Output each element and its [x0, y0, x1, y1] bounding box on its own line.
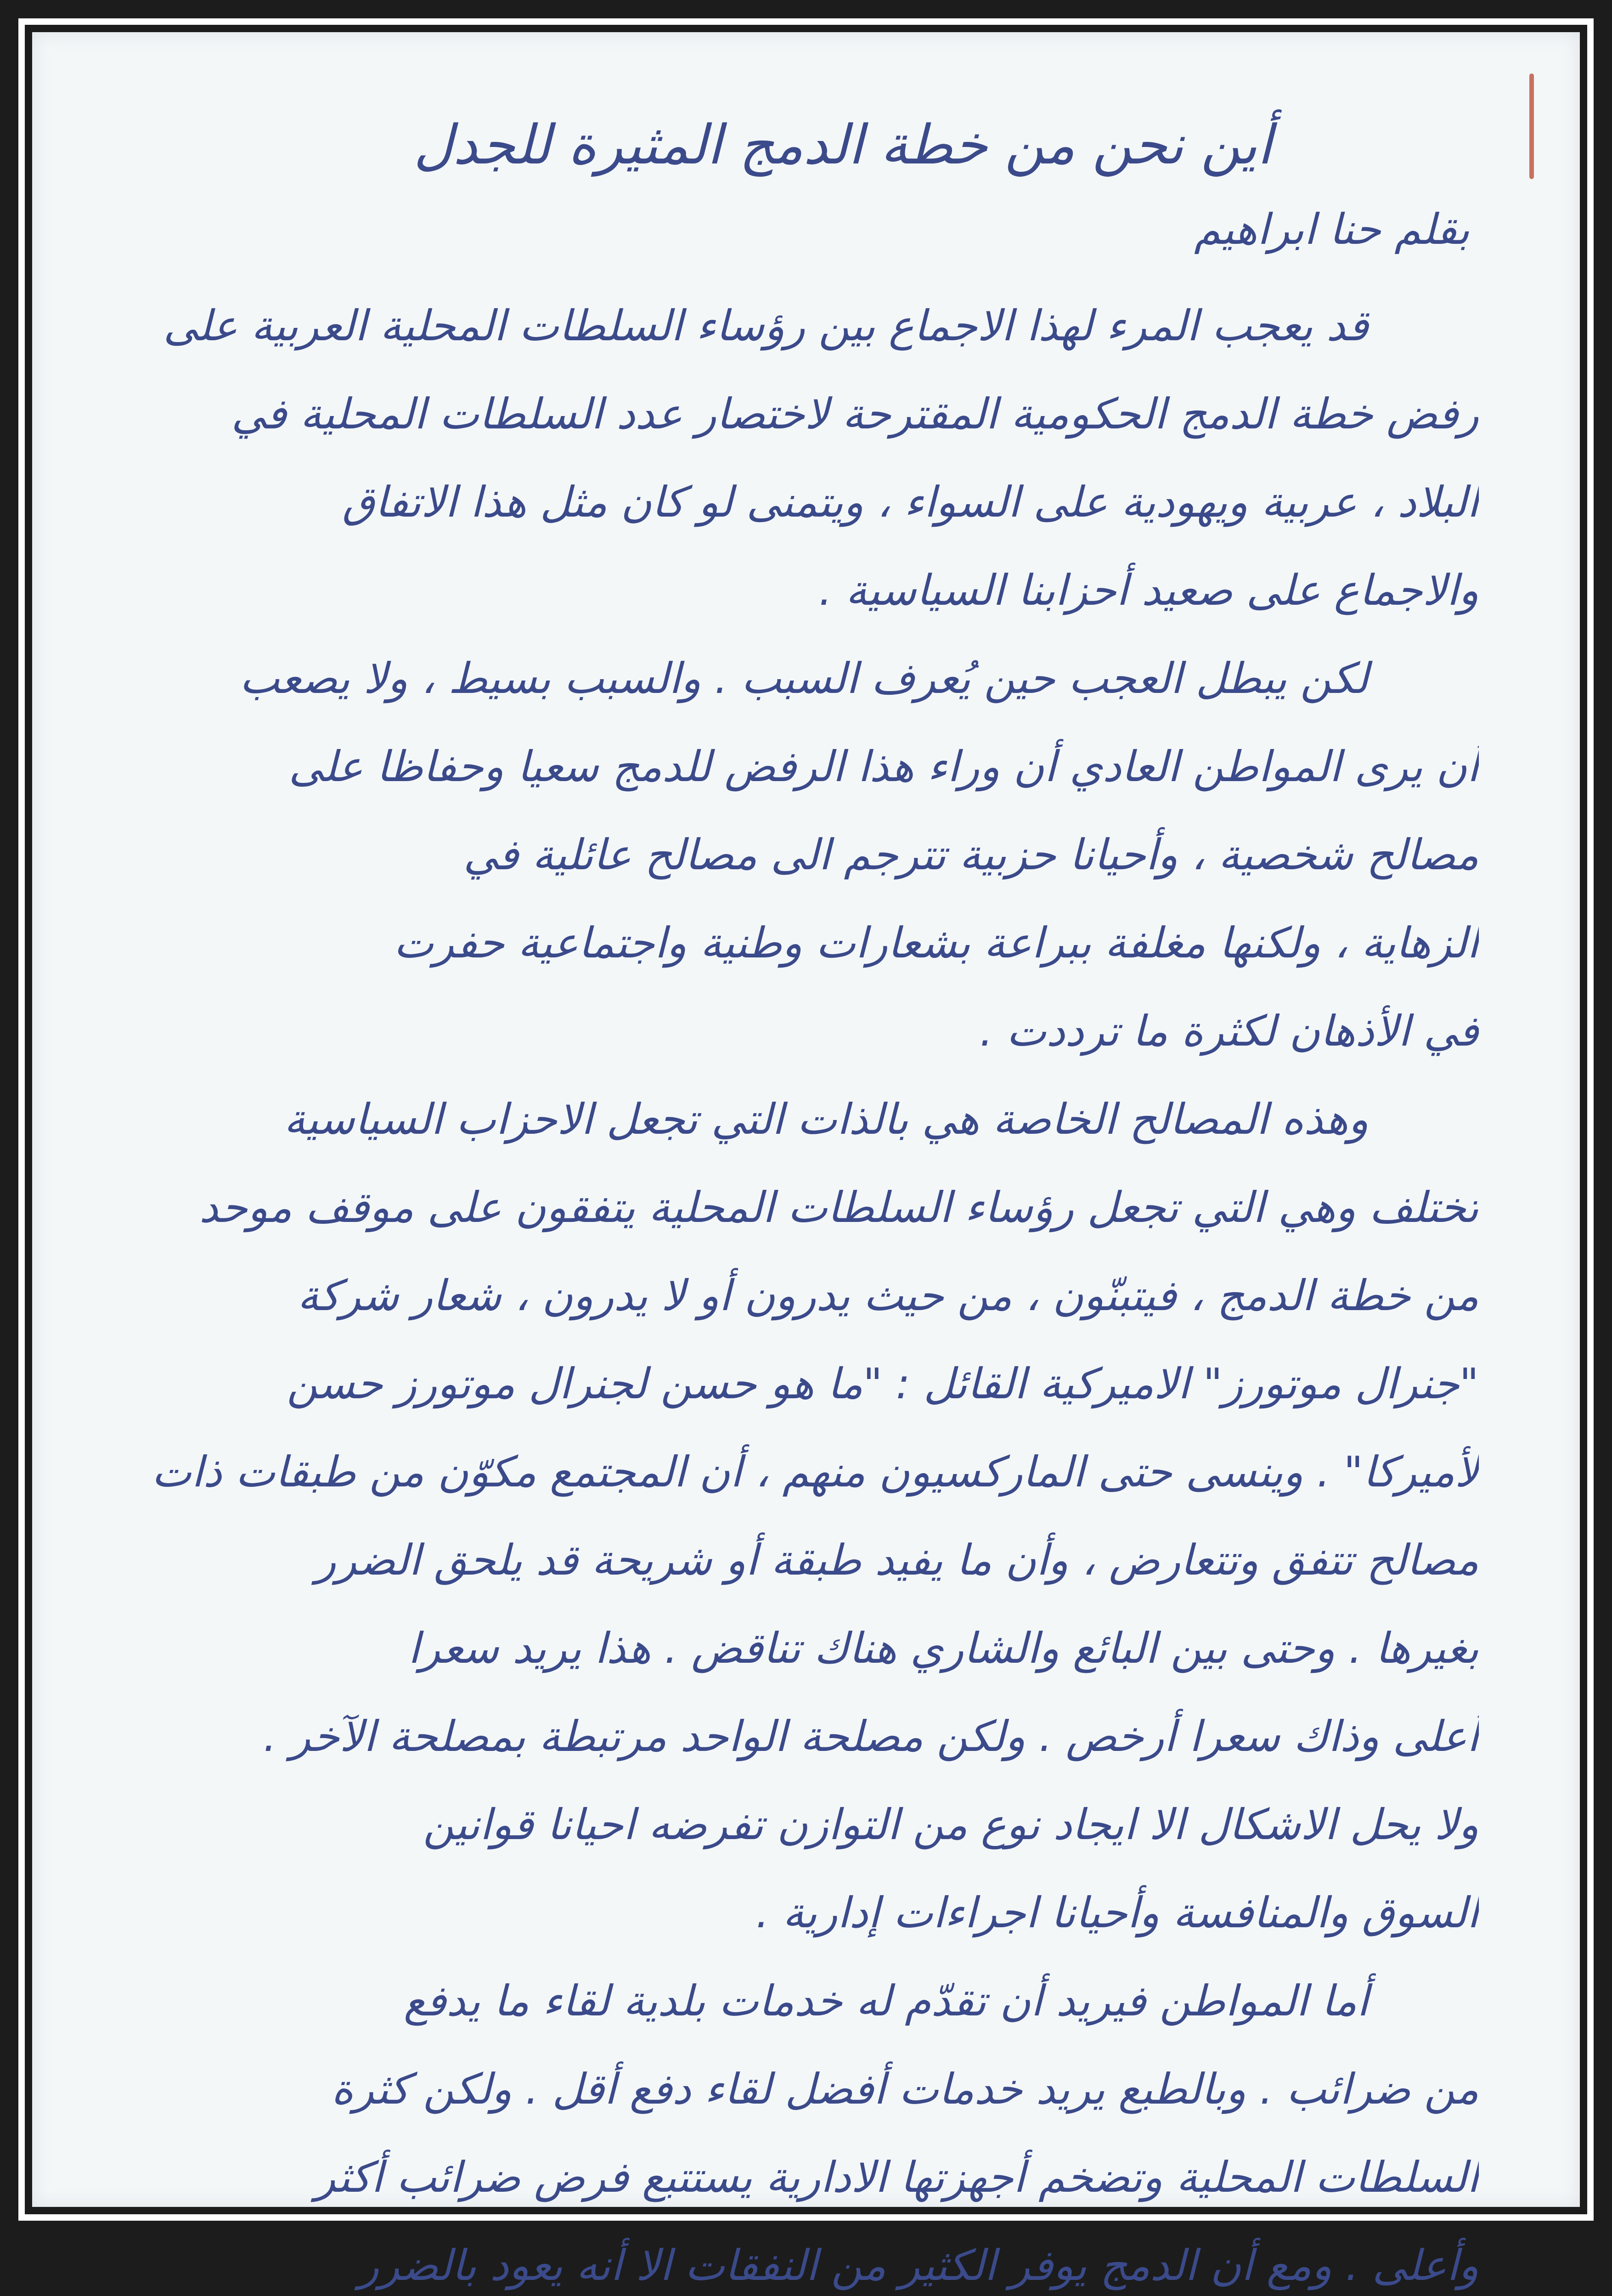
text-line: السوق والمنافسة وأحيانا اجراءات إدارية . — [755, 1888, 1479, 1937]
text-line: أعلى وذاك سعرا أرخص . ولكن مصلحة الواحد مرتبطة بمصلحة الآخر . — [263, 1712, 1479, 1761]
scan-border-top — [18, 18, 1594, 25]
text-line: ولا يحل الاشكال الا ايجاد نوع من التوازن تفرضه احيانا قوانين — [423, 1800, 1479, 1849]
margin-pen-mark — [1529, 73, 1534, 179]
text-line: لكن يبطل العجب حين يُعرف السبب . والسبب بسيط ، ولا يصعب — [239, 654, 1369, 703]
text-line: تختلف وهي التي تجعل رؤساء السلطات المحلية يتفقون على موقف موحد — [199, 1183, 1479, 1232]
text-line: قد يعجب المرء لهذا الاجماع بين رؤساء السلطات المحلية العربية على — [163, 301, 1369, 350]
text-line: في الأذهان لكثرة ما ترددت . — [979, 1007, 1479, 1056]
text-line: أما المواطن فيريد أن تقدّم له خدمات بلدية لقاء ما يدفع — [403, 1976, 1369, 2026]
text-line: من ضرائب . وبالطبع يريد خدمات أفضل لقاء دفع أقل . ولكن كثرة — [331, 2065, 1479, 2114]
text-line: رفض خطة الدمج الحكومية المقترحة لاختصار عدد السلطات المحلية في — [231, 389, 1479, 439]
letter-body — [119, 289, 1479, 2296]
text-line: الزهاية ، ولكنها مغلفة ببراعة بشعارات وطنية واجتماعية حفرت — [394, 918, 1479, 968]
text-line: وهذه المصالح الخاصة هي بالذات التي تجعل الاحزاب السياسية — [284, 1095, 1369, 1144]
text-line: والاجماع على صعيد أحزابنا السياسية . — [818, 566, 1479, 615]
text-line: السلطات المحلية وتضخم أجهزتها الادارية يستتبع فرض ضرائب أكثر — [315, 2153, 1479, 2202]
text-line: وأعلى . ومع أن الدمج يوفر الكثير من النفقات الا أنه يعود بالضرر — [358, 2241, 1479, 2290]
author-byline: بقلم حنا ابراهيم — [1194, 205, 1470, 254]
handwritten-letter-sheet — [32, 32, 1580, 2290]
text-line: بغيرها . وحتى بين البائع والشاري هناك تناقض . هذا يريد سعرا — [408, 1624, 1479, 1673]
text-line: أن يرى المواطن العادي أن وراء هذا الرفض للدمج سعيا وحفاظا على — [288, 742, 1479, 791]
text-line: "جنرال موتورز" الاميركية القائل : "ما هو حسن لجنرال موتورز حسن — [287, 1359, 1479, 1408]
text-line: مصالح تتفق وتتعارض ، وأن ما يفيد طبقة أو شريحة قد يلحق الضرر — [316, 1536, 1479, 1585]
text-line: لأميركا" . وينسى حتى الماركسيون منهم ، أن المجتمع مكوّن من طبقات ذات — [152, 1447, 1479, 1497]
scan-border-left — [18, 18, 25, 2221]
scan-border-right — [1587, 18, 1594, 2221]
text-line: مصالح شخصية ، وأحيانا حزبية تترجم الى مصالح عائلية في — [463, 830, 1479, 879]
text-line: من خطة الدمج ، فيتبنّون ، من حيث يدرون أو لا يدرون ، شعار شركة — [297, 1271, 1479, 1320]
letter-title: أين نحن من خطة الدمج المثيرة للجدل — [413, 113, 1272, 176]
text-line: البلاد ، عربية ويهودية على السواء ، ويتمنى لو كان مثل هذا الاتفاق — [342, 478, 1479, 527]
